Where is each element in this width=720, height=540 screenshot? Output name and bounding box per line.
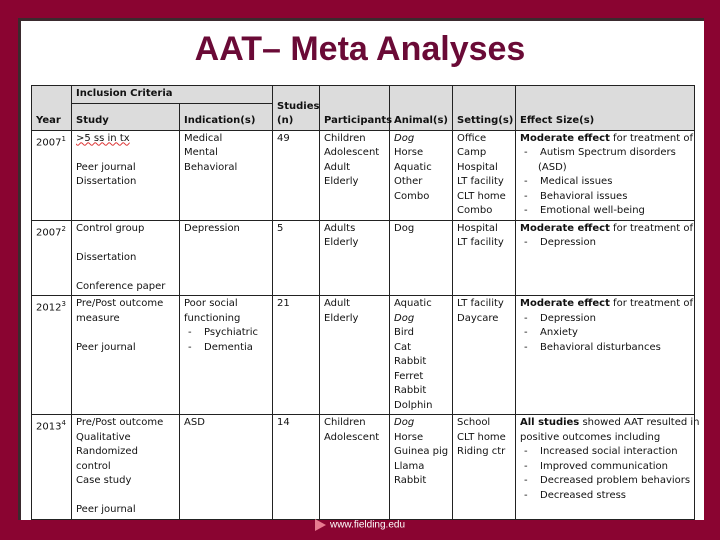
- effect-size-text: (ASD): [538, 161, 567, 173]
- study-line: [76, 280, 175, 295]
- effect-size-text: Improved communication: [540, 460, 668, 472]
- study-line: [76, 489, 175, 504]
- study-line: [76, 236, 175, 251]
- setting-line: [457, 132, 511, 147]
- animals-line: [394, 370, 448, 385]
- animals-cell: [390, 220, 453, 296]
- fielding-logo-icon: [315, 519, 326, 531]
- animals-text: Dog: [394, 132, 415, 144]
- effect-size-line: [520, 222, 693, 237]
- bold-text: Moderate effect: [520, 298, 610, 309]
- animals-line: [394, 341, 448, 356]
- indication-text: Mental: [184, 147, 218, 158]
- setting-cell: [453, 220, 516, 296]
- study-line: [76, 341, 175, 356]
- effect-size-text: Anxiety: [540, 327, 578, 338]
- animals-text: Dolphin: [394, 399, 433, 411]
- participants-line: [324, 222, 385, 237]
- bold-text: All studies: [520, 417, 580, 428]
- table-row: [32, 220, 695, 296]
- footer-url[interactable]: www.fielding.edu: [329, 519, 406, 531]
- setting-text: Office: [457, 132, 487, 144]
- year-cell: [32, 130, 72, 220]
- year-value: 2012: [36, 302, 62, 314]
- effect-size-text: Autism Spectrum disorders: [540, 147, 676, 158]
- animals-line: [394, 161, 448, 176]
- indication-text: Dementia: [204, 341, 253, 353]
- animals-line: [394, 431, 448, 446]
- study-line: [76, 161, 175, 176]
- indication-line: [184, 312, 268, 327]
- studies-count-cell: 21: [273, 296, 320, 415]
- meta-analyses-table: [31, 85, 700, 520]
- animals-line: [394, 222, 448, 237]
- participants-text: Adults: [324, 222, 356, 234]
- participants-cell: [320, 130, 390, 220]
- setting-text: Hospital: [457, 222, 498, 234]
- effect-size-cell: [516, 220, 695, 296]
- indication-cell: [180, 296, 273, 415]
- table-row: [32, 415, 695, 520]
- header-inclusion-criteria: Inclusion Criteria: [72, 86, 273, 104]
- effect-size-line: [520, 460, 690, 475]
- indication-line: [184, 326, 268, 341]
- indication-line: [184, 341, 268, 356]
- setting-line: [457, 236, 511, 251]
- header-setting: Setting(s): [453, 86, 516, 131]
- participants-text: Adult: [324, 161, 351, 173]
- effect-size-text: for treatment of: [609, 222, 693, 234]
- indication-line: [184, 161, 268, 176]
- animals-line: [394, 384, 448, 399]
- indication-line: [184, 132, 268, 147]
- effect-size-text: Behavioral disturbances: [540, 341, 661, 353]
- participants-line: [324, 161, 385, 176]
- setting-line: [457, 297, 511, 312]
- effect-size-line: [520, 474, 690, 489]
- effect-size-line: [520, 132, 693, 147]
- setting-line: [457, 222, 511, 237]
- participants-line: [324, 236, 385, 251]
- effect-size-line: [520, 341, 690, 356]
- setting-cell: [453, 130, 516, 220]
- animals-text: Horse: [394, 431, 424, 443]
- study-line: [76, 431, 175, 446]
- setting-text: Riding ctr: [457, 446, 506, 457]
- effect-size-line: [520, 326, 690, 341]
- participants-text: Adult: [324, 298, 351, 309]
- setting-line: [457, 204, 511, 219]
- setting-text: Combo: [457, 205, 493, 216]
- effect-size-text: for treatment of: [609, 132, 693, 144]
- header-indication: Indication(s): [180, 103, 273, 130]
- year-cell: [32, 220, 72, 296]
- study-line: [76, 146, 175, 161]
- study-cell: [72, 415, 180, 520]
- effect-size-text: showed AAT resulted in: [579, 417, 700, 428]
- animals-text: Guinea pig: [394, 446, 449, 457]
- study-cell: [72, 220, 180, 296]
- indication-line: [184, 416, 268, 431]
- animals-text: Rabbit: [394, 356, 427, 367]
- indication-line: [184, 222, 268, 237]
- participants-text: Children: [324, 417, 366, 428]
- reference-number: 1: [61, 134, 66, 143]
- study-text: Peer journal: [76, 504, 136, 515]
- participants-line: [324, 416, 385, 431]
- animals-text: Dog: [394, 222, 415, 234]
- header-studies-line: Studies: [277, 100, 320, 112]
- animals-line: [394, 297, 448, 312]
- study-cell: [72, 296, 180, 415]
- setting-text: CLT home: [457, 431, 506, 443]
- effect-size-line: [520, 297, 693, 312]
- setting-text: Camp: [457, 147, 487, 158]
- animals-text: Cat: [394, 341, 412, 353]
- table-row: [32, 130, 695, 220]
- indication-cell: [180, 415, 273, 520]
- animals-line: [394, 326, 448, 341]
- reference-number: 3: [61, 300, 66, 308]
- header-studies-n: [273, 86, 320, 131]
- effect-size-text: positive outcomes including: [520, 431, 661, 443]
- participants-text: Adolescent: [324, 147, 380, 158]
- animals-line: [394, 460, 448, 475]
- footer: [0, 519, 720, 531]
- year-cell: [32, 296, 72, 415]
- effect-size-line: [520, 489, 690, 504]
- header-study: Study: [72, 103, 180, 130]
- animals-line: [394, 355, 448, 370]
- study-line: [76, 503, 175, 518]
- bold-text: Moderate effect: [520, 222, 610, 234]
- effect-size-cell: [516, 130, 695, 220]
- effect-size-text: Behavioral issues: [540, 190, 628, 202]
- indication-text: Poor social: [184, 298, 238, 309]
- study-text: Peer journal: [76, 341, 136, 353]
- study-line: [76, 297, 175, 312]
- participants-cell: [320, 296, 390, 415]
- effect-size-line: [520, 175, 690, 190]
- setting-line: [457, 312, 511, 327]
- header-effect-size: Effect Size(s): [516, 86, 695, 131]
- year-value: 2013: [36, 421, 62, 433]
- header-participants: Participants: [320, 86, 390, 131]
- year-cell: [32, 415, 72, 520]
- animals-cell: [390, 296, 453, 415]
- setting-line: [457, 445, 511, 460]
- animals-text: Aquatic: [394, 161, 432, 173]
- participants-line: [324, 312, 385, 327]
- study-text: Control group: [76, 222, 145, 234]
- animals-text: Llama: [394, 460, 425, 472]
- studies-count-cell: 49: [273, 130, 320, 220]
- animals-text: Horse: [394, 147, 424, 158]
- indication-text: functioning: [184, 312, 241, 324]
- reference-number: 2: [61, 224, 66, 233]
- setting-text: LT facility: [457, 298, 504, 309]
- effect-size-text: for treatment of: [609, 298, 693, 309]
- study-line: [76, 222, 175, 237]
- effect-size-line: [520, 445, 690, 460]
- study-line: [76, 445, 175, 460]
- animals-line: [394, 416, 448, 431]
- effect-size-text: Depression: [540, 237, 596, 248]
- effect-size-cell: [516, 296, 695, 415]
- participants-cell: [320, 415, 390, 520]
- study-text: Peer journal: [76, 161, 136, 173]
- effect-size-text: Decreased stress: [540, 489, 627, 501]
- effect-size-text: Decreased problem behaviors: [540, 475, 691, 486]
- animals-line: [394, 190, 448, 205]
- setting-line: [457, 146, 511, 161]
- setting-cell: [453, 415, 516, 520]
- study-text: Case study: [76, 475, 132, 486]
- setting-text: Daycare: [457, 312, 499, 324]
- participants-text: Children: [324, 132, 366, 144]
- animals-text: Rabbit: [394, 385, 427, 396]
- animals-text: Dog: [394, 417, 415, 428]
- animals-line: [394, 175, 448, 190]
- studies-count-cell: 5: [273, 220, 320, 296]
- indication-cell: [180, 220, 273, 296]
- indication-line: [184, 146, 268, 161]
- animals-line: [394, 474, 448, 489]
- effect-size-line: [520, 190, 690, 205]
- participants-line: [324, 297, 385, 312]
- participants-cell: [320, 220, 390, 296]
- setting-line: [457, 175, 511, 190]
- animals-line: [394, 399, 448, 414]
- study-text: control: [76, 460, 111, 472]
- study-line: [76, 175, 175, 190]
- indication-cell: [180, 130, 273, 220]
- participants-text: Adolescent: [324, 431, 380, 443]
- indication-text: Medical: [184, 132, 223, 144]
- animals-text: Aquatic: [394, 298, 432, 309]
- effect-size-cell: [516, 415, 700, 520]
- participants-text: Elderly: [324, 176, 359, 187]
- animals-text: Combo: [394, 190, 430, 202]
- bold-text: Moderate effect: [520, 132, 610, 144]
- animals-text: Other: [394, 176, 423, 187]
- effect-size-text: Emotional well-being: [540, 205, 645, 216]
- indication-text: Psychiatric: [204, 327, 259, 338]
- animals-text: Bird: [394, 327, 414, 338]
- study-line: [76, 265, 175, 280]
- setting-text: CLT home: [457, 190, 506, 202]
- indication-text: Behavioral: [184, 161, 238, 173]
- animals-text: Dog: [394, 312, 415, 324]
- effect-size-line: [520, 416, 700, 431]
- setting-text: Hospital: [457, 161, 498, 173]
- animals-line: [394, 445, 448, 460]
- animals-cell: [390, 415, 453, 520]
- study-text: Conference paper: [76, 280, 166, 292]
- year-value: 2007: [36, 226, 62, 238]
- effect-size-line: [520, 146, 690, 161]
- participants-line: [324, 132, 385, 147]
- effect-size-text: Increased social interaction: [540, 446, 678, 457]
- effect-size-line: [520, 204, 690, 219]
- study-line: [76, 474, 175, 489]
- setting-line: [457, 161, 511, 176]
- setting-cell: [453, 296, 516, 415]
- participants-line: [324, 175, 385, 190]
- study-line: [76, 326, 175, 341]
- study-line: [76, 251, 175, 266]
- animals-text: Ferret: [394, 370, 424, 382]
- effect-size-text: Medical issues: [540, 176, 613, 187]
- indication-line: [184, 297, 268, 312]
- setting-text: School: [457, 417, 491, 428]
- study-text: Randomized: [76, 446, 138, 457]
- animals-text: Rabbit: [394, 475, 427, 486]
- indication-text: Depression: [184, 222, 240, 234]
- study-line: [76, 132, 175, 147]
- participants-line: [324, 431, 385, 446]
- study-line: [76, 460, 175, 475]
- study-text: Qualitative: [76, 431, 131, 443]
- setting-line: [457, 416, 511, 431]
- study-cell: [72, 130, 180, 220]
- header-animals: Animal(s): [390, 86, 453, 131]
- study-line: [76, 416, 175, 431]
- participants-text: Elderly: [324, 237, 359, 248]
- animals-line: [394, 312, 448, 327]
- indication-text: ASD: [184, 417, 205, 428]
- setting-text: LT facility: [457, 237, 504, 248]
- slide-title: AAT– Meta Analyses: [194, 30, 526, 68]
- study-text: Pre/Post outcome: [76, 298, 164, 309]
- study-text: Dissertation: [76, 251, 137, 263]
- animals-line: [394, 132, 448, 147]
- reference-number: 4: [61, 419, 66, 427]
- study-line: [76, 312, 175, 327]
- setting-line: [457, 431, 511, 446]
- animals-line: [394, 146, 448, 161]
- effect-size-line: [520, 431, 690, 446]
- study-text: >5 ss in tx: [76, 132, 130, 144]
- setting-text: LT facility: [457, 176, 504, 187]
- animals-cell: [390, 130, 453, 220]
- year-value: 2007: [36, 136, 62, 148]
- participants-text: Elderly: [324, 312, 359, 324]
- effect-size-line: [520, 161, 690, 176]
- studies-count-cell: 14: [273, 415, 320, 520]
- setting-line: [457, 190, 511, 205]
- effect-size-line: [520, 236, 690, 251]
- effect-size-line: [520, 312, 690, 327]
- effect-size-text: Depression: [540, 312, 596, 324]
- study-text: measure: [76, 312, 120, 324]
- header-year: Year: [32, 86, 72, 131]
- table-row: [32, 296, 695, 415]
- participants-line: [324, 146, 385, 161]
- study-text: Pre/Post outcome: [76, 417, 164, 428]
- header-n-line: (n): [277, 115, 294, 126]
- study-text: Dissertation: [76, 176, 137, 187]
